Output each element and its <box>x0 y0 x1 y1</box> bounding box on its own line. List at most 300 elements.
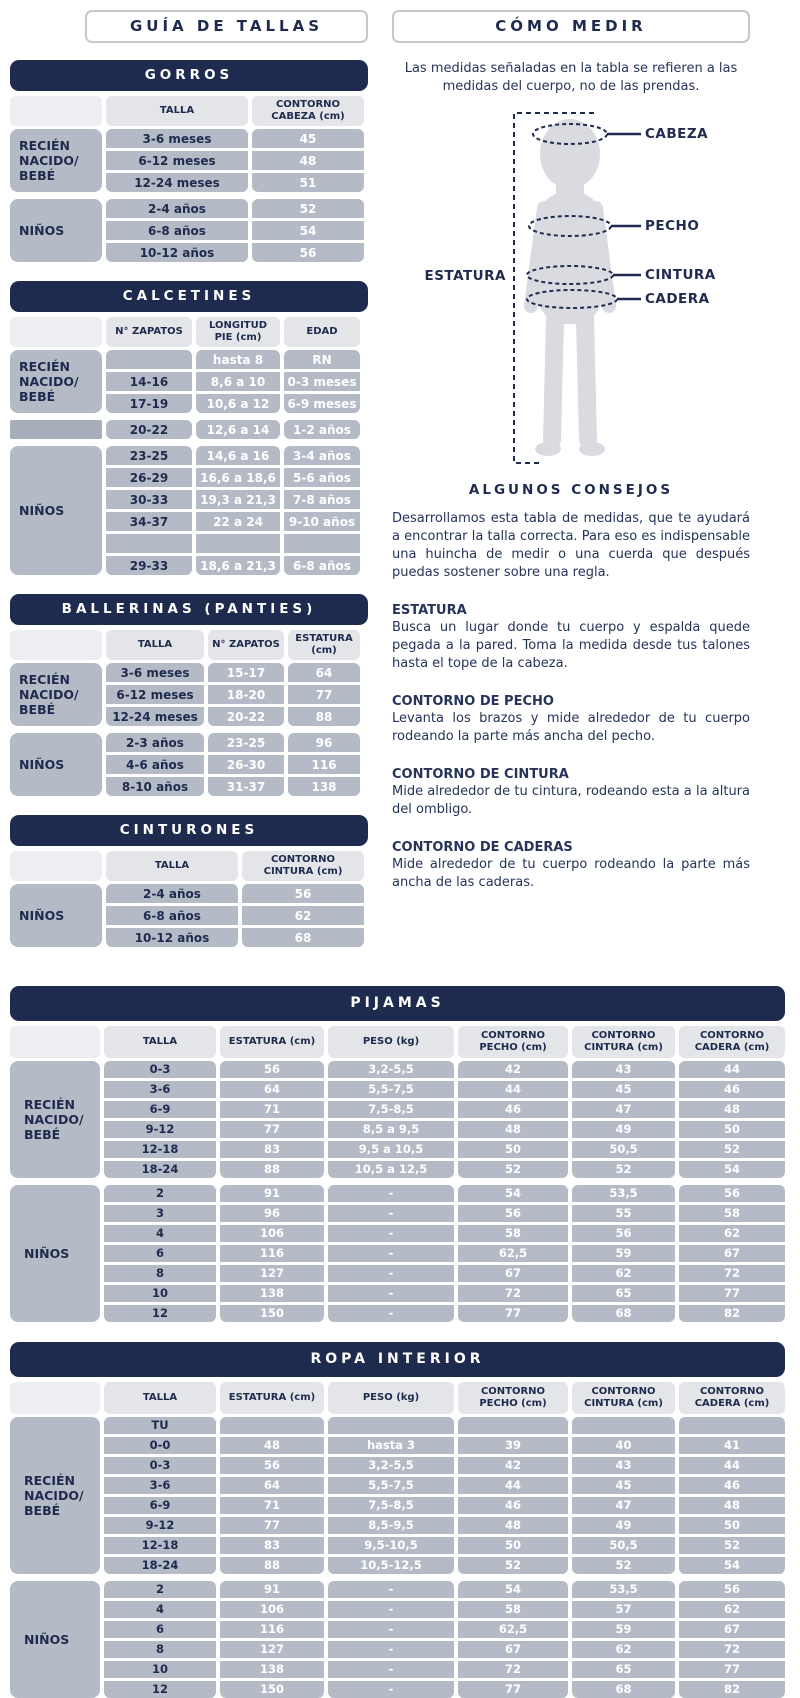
table-cell: 9-12 <box>104 1517 216 1534</box>
group-spacer <box>10 1181 785 1182</box>
table-cell: - <box>328 1205 454 1222</box>
table-cell: 88 <box>288 707 360 726</box>
table-cell: 3-6 <box>104 1477 216 1494</box>
column-header: N° ZAPATOS <box>106 317 192 347</box>
group-spacer <box>10 442 360 443</box>
table-cell: 55 <box>572 1205 675 1222</box>
body-silhouette <box>531 119 609 456</box>
table-cell: 68 <box>242 928 364 947</box>
size-tables-column <box>10 10 368 966</box>
table-cell: 3,2-5,5 <box>328 1457 454 1474</box>
ballerinas-section-header: BALLERINAS (PANTIES) <box>10 594 368 625</box>
table-cell: 72 <box>458 1285 568 1302</box>
table-cell: 77 <box>458 1305 568 1322</box>
column-header: CONTORNO PECHO (cm) <box>458 1026 568 1058</box>
group-spacer <box>10 1577 785 1578</box>
table-cell: 56 <box>572 1225 675 1242</box>
table-cell: - <box>328 1305 454 1322</box>
table-cell <box>220 1417 324 1434</box>
table-cell: 0-3 meses <box>284 372 360 391</box>
table-cell <box>572 1417 675 1434</box>
column-header: CONTORNO CADERA (cm) <box>679 1382 785 1414</box>
table-cell: 14-16 <box>106 372 192 391</box>
table-cell: 6-8 años <box>284 556 360 575</box>
tip-text: Mide alrededor de tu cintura, rodeando esta a la altura del ombligo. <box>392 783 750 817</box>
column-header: CONTORNO CABEZA (cm) <box>252 96 364 126</box>
table-cell: 10-12 años <box>106 928 238 947</box>
table-cell: 46 <box>679 1081 785 1098</box>
table-cell: 116 <box>288 755 360 774</box>
column-header: EDAD <box>284 317 360 347</box>
column-header: TALLA <box>104 1382 216 1414</box>
column-header: CONTORNO CINTURA (cm) <box>572 1026 675 1058</box>
table-cell: 48 <box>458 1517 568 1534</box>
table-cell: 23-25 <box>208 733 284 752</box>
table-cell: 96 <box>220 1205 324 1222</box>
table-cell: 52 <box>572 1557 675 1574</box>
table-cell: 10-12 años <box>106 243 248 262</box>
table-cell: 18-20 <box>208 685 284 704</box>
table-cell: 91 <box>220 1581 324 1598</box>
category-label: RECIÉN NACIDO/ BEBÉ <box>10 350 102 413</box>
table-cell: 6 <box>104 1245 216 1262</box>
table-cell: 43 <box>572 1061 675 1078</box>
table-cell: 77 <box>679 1661 785 1678</box>
table-cell: 7,5-8,5 <box>328 1101 454 1118</box>
group-spacer <box>10 729 360 730</box>
table-cell: 45 <box>572 1081 675 1098</box>
table-cell: 51 <box>252 173 364 192</box>
tip-section <box>392 840 750 892</box>
table-cell: 12-18 <box>104 1537 216 1554</box>
table-cell: 18,6 a 21,3 <box>196 556 280 575</box>
table-cell: 52 <box>252 199 364 218</box>
gorros-section-header: GORROS <box>10 60 368 91</box>
table-cell: 9,5-10,5 <box>328 1537 454 1554</box>
table-cell: TU <box>104 1417 216 1434</box>
table-cell: 31-37 <box>208 777 284 796</box>
table-cell: 67 <box>679 1245 785 1262</box>
table-cell: - <box>328 1285 454 1302</box>
corner-cell <box>10 96 102 126</box>
ballerinas-section <box>10 594 368 796</box>
tip-section <box>392 767 750 819</box>
table-cell: 20-22 <box>106 420 192 439</box>
tip-text: Busca un lugar donde tu cuerpo y espalda quede pegada a la pared. Toma la medida desde tus talones hasta el tope de la cabeza. <box>392 620 750 671</box>
table-cell: 42 <box>458 1457 568 1474</box>
cintura-label: CINTURA <box>645 267 716 284</box>
table-cell: 16,6 a 18,6 <box>196 468 280 487</box>
table-cell: 41 <box>679 1437 785 1454</box>
table-cell: 42 <box>458 1061 568 1078</box>
table-cell: 72 <box>458 1661 568 1678</box>
table-cell: 106 <box>220 1225 324 1242</box>
tip-section <box>392 603 750 673</box>
table-cell: - <box>328 1661 454 1678</box>
table-cell <box>106 534 192 553</box>
table-cell: 5-6 años <box>284 468 360 487</box>
table-cell: 50 <box>679 1121 785 1138</box>
table-cell: 18-24 <box>104 1557 216 1574</box>
table-cell: 71 <box>220 1497 324 1514</box>
table-cell: 53,5 <box>572 1185 675 1202</box>
tip-title: ESTATURA <box>392 603 467 619</box>
table-cell: 10 <box>104 1285 216 1302</box>
estatura-label: ESTATURA <box>424 268 506 285</box>
table-cell: 62,5 <box>458 1621 568 1638</box>
table-cell: 56 <box>679 1185 785 1202</box>
table-cell: 72 <box>679 1641 785 1658</box>
table-cell <box>196 534 280 553</box>
column-header: CONTORNO PECHO (cm) <box>458 1382 568 1414</box>
table-cell: 62 <box>679 1225 785 1242</box>
gorros-table <box>10 96 368 262</box>
table-cell: 49 <box>572 1121 675 1138</box>
table-cell: 62 <box>572 1641 675 1658</box>
table-cell: 71 <box>220 1101 324 1118</box>
ropa-interior-section <box>10 1342 785 1698</box>
how-to-measure-column <box>392 10 750 966</box>
table-cell: 56 <box>252 243 364 262</box>
table-cell: 8 <box>104 1641 216 1658</box>
table-cell: 138 <box>220 1285 324 1302</box>
tips-sections <box>392 603 750 891</box>
table-cell: 45 <box>572 1477 675 1494</box>
table-cell: 88 <box>220 1161 324 1178</box>
category-label: NIÑOS <box>10 1581 100 1698</box>
table-cell: 58 <box>458 1225 568 1242</box>
table-cell: 9-10 años <box>284 512 360 531</box>
table-cell: 14,6 a 16 <box>196 446 280 465</box>
table-cell: 3-6 meses <box>106 129 248 148</box>
table-cell: 58 <box>679 1205 785 1222</box>
table-cell: 83 <box>220 1537 324 1554</box>
table-cell: 3-6 <box>104 1081 216 1098</box>
table-cell: 50 <box>458 1141 568 1158</box>
table-cell: 17-19 <box>106 394 192 413</box>
body-silhouette-graphic <box>392 104 750 476</box>
table-cell: 8,5-9,5 <box>328 1517 454 1534</box>
pecho-label: PECHO <box>645 218 700 235</box>
table-cell: 10 <box>104 1661 216 1678</box>
category-label: NIÑOS <box>10 199 102 262</box>
table-cell: 47 <box>572 1101 675 1118</box>
table-cell: RN <box>284 350 360 369</box>
category-label: RECIÉN NACIDO/ BEBÉ <box>10 1417 100 1574</box>
table-cell: 62 <box>572 1265 675 1282</box>
table-cell: 48 <box>458 1121 568 1138</box>
table-cell: 62 <box>679 1601 785 1618</box>
table-cell: 10,5 a 12,5 <box>328 1161 454 1178</box>
table-cell: 22 a 24 <box>196 512 280 531</box>
cinturones-section <box>10 815 368 947</box>
table-cell: 52 <box>572 1161 675 1178</box>
measurement-diagram <box>392 104 750 476</box>
table-cell: 0-3 <box>104 1061 216 1078</box>
pijamas-table <box>10 1026 785 1322</box>
table-cell: 47 <box>572 1497 675 1514</box>
table-cell: 44 <box>679 1457 785 1474</box>
category-label: NIÑOS <box>10 733 102 796</box>
table-cell: 64 <box>220 1477 324 1494</box>
table-cell: 4 <box>104 1225 216 1242</box>
table-cell: 4 <box>104 1601 216 1618</box>
table-cell: 30-33 <box>106 490 192 509</box>
column-header: ESTATURA (cm) <box>288 630 360 660</box>
table-cell: 6-8 años <box>106 221 248 240</box>
corner-cell <box>10 630 102 660</box>
table-cell: 59 <box>572 1621 675 1638</box>
group-spacer <box>10 195 364 196</box>
table-cell: 54 <box>679 1161 785 1178</box>
cinturones-section-header: CINTURONES <box>10 815 368 846</box>
table-cell: 56 <box>458 1205 568 1222</box>
corner-cell <box>10 1382 100 1414</box>
column-header: PESO (kg) <box>328 1382 454 1414</box>
table-cell: 59 <box>572 1245 675 1262</box>
table-cell: 8,6 a 10 <box>196 372 280 391</box>
table-cell: 68 <box>572 1305 675 1322</box>
table-cell: 52 <box>458 1557 568 1574</box>
table-cell: 2-4 años <box>106 884 238 903</box>
how-to-measure-title: CÓMO MEDIR <box>392 10 750 43</box>
calcetines-table <box>10 317 368 575</box>
category-label: RECIÉN NACIDO/ BEBÉ <box>10 663 102 726</box>
table-cell: 54 <box>458 1581 568 1598</box>
table-cell: 67 <box>679 1621 785 1638</box>
table-cell: 77 <box>679 1285 785 1302</box>
table-cell: 64 <box>220 1081 324 1098</box>
table-cell: 52 <box>679 1537 785 1554</box>
table-cell: 62 <box>242 906 364 925</box>
table-cell: 2-3 años <box>106 733 204 752</box>
category-label: NIÑOS <box>10 884 102 947</box>
table-cell: 0-3 <box>104 1457 216 1474</box>
corner-cell <box>10 851 102 881</box>
table-cell: 3 <box>104 1205 216 1222</box>
table-cell: - <box>328 1225 454 1242</box>
table-cell: 127 <box>220 1641 324 1658</box>
page-title: GUÍA DE TALLAS <box>85 10 368 43</box>
table-cell: 2 <box>104 1581 216 1598</box>
table-cell: 49 <box>572 1517 675 1534</box>
table-cell: 67 <box>458 1641 568 1658</box>
column-header: TALLA <box>106 851 238 881</box>
table-cell: 18-24 <box>104 1161 216 1178</box>
cinturones-table <box>10 851 368 947</box>
table-cell: 26-29 <box>106 468 192 487</box>
table-cell: 15-17 <box>208 663 284 682</box>
table-cell: 4-6 años <box>106 755 204 774</box>
table-cell: 12 <box>104 1305 216 1322</box>
corner-cell <box>10 317 102 347</box>
column-header: PESO (kg) <box>328 1026 454 1058</box>
table-cell: 50,5 <box>572 1537 675 1554</box>
table-cell: 48 <box>220 1437 324 1454</box>
table-cell: 46 <box>458 1101 568 1118</box>
table-cell: 56 <box>220 1061 324 1078</box>
table-cell: 10,5-12,5 <box>328 1557 454 1574</box>
measure-note: Las medidas señaladas en la tabla se refieren a las medidas del cuerpo, no de las prendas. <box>404 61 738 95</box>
table-cell: 6-9 <box>104 1497 216 1514</box>
table-cell: 9,5 a 10,5 <box>328 1141 454 1158</box>
table-cell: 127 <box>220 1265 324 1282</box>
label-connectors <box>607 134 641 299</box>
tips-intro: Desarrollamos esta tabla de medidas, que te ayudará a encontrar la talla correcta. Para eso es indispensable una huincha de medir o una cuerda que después puedas sostener sobre una regla. <box>392 511 750 581</box>
category-label: RECIÉN NACIDO/ BEBÉ <box>10 1061 100 1178</box>
table-cell: 5,5-7,5 <box>328 1477 454 1494</box>
tip-text: Levanta los brazos y mide alrededor de tu cuerpo rodeando la parte más ancha del pecho. <box>392 710 750 744</box>
table-cell: 3,2-5,5 <box>328 1061 454 1078</box>
table-cell: 44 <box>458 1081 568 1098</box>
table-cell: hasta 8 <box>196 350 280 369</box>
table-cell: 7,5-8,5 <box>328 1497 454 1514</box>
table-cell: 91 <box>220 1185 324 1202</box>
table-cell <box>328 1417 454 1434</box>
table-cell: 40 <box>572 1437 675 1454</box>
ballerinas-table <box>10 630 368 796</box>
table-cell: 62,5 <box>458 1245 568 1262</box>
table-cell: 68 <box>572 1681 675 1698</box>
table-cell: 83 <box>220 1141 324 1158</box>
table-cell: 12-18 <box>104 1141 216 1158</box>
corner-cell <box>10 1026 100 1058</box>
column-header: CONTORNO CINTURA (cm) <box>572 1382 675 1414</box>
cabeza-label: CABEZA <box>645 126 709 143</box>
table-cell: 50 <box>458 1537 568 1554</box>
table-cell: 46 <box>458 1497 568 1514</box>
table-cell: 43 <box>572 1457 675 1474</box>
table-cell: 64 <box>288 663 360 682</box>
table-cell: 56 <box>679 1581 785 1598</box>
table-cell: 44 <box>679 1061 785 1078</box>
column-header: CONTORNO CINTURA (cm) <box>242 851 364 881</box>
table-cell: 20-22 <box>208 707 284 726</box>
calcetines-section <box>10 281 368 575</box>
table-cell: 12-24 meses <box>106 707 204 726</box>
table-cell: 1-2 años <box>284 420 360 439</box>
category-label: NIÑOS <box>10 446 102 575</box>
table-cell: 72 <box>679 1265 785 1282</box>
table-cell: 77 <box>220 1121 324 1138</box>
table-cell: - <box>328 1265 454 1282</box>
table-cell: 45 <box>252 129 364 148</box>
table-cell: - <box>328 1581 454 1598</box>
table-cell: 52 <box>458 1161 568 1178</box>
table-cell: 116 <box>220 1621 324 1638</box>
table-cell: 77 <box>458 1681 568 1698</box>
table-cell: 106 <box>220 1601 324 1618</box>
table-cell: 6-12 meses <box>106 151 248 170</box>
table-cell: 48 <box>679 1101 785 1118</box>
table-cell: 48 <box>679 1497 785 1514</box>
table-cell <box>284 534 360 553</box>
table-cell: 6 <box>104 1621 216 1638</box>
table-cell: 48 <box>252 151 364 170</box>
table-cell <box>679 1417 785 1434</box>
table-cell: 150 <box>220 1681 324 1698</box>
tip-title: CONTORNO DE PECHO <box>392 693 554 709</box>
table-cell: 54 <box>679 1557 785 1574</box>
column-header: N° ZAPATOS <box>208 630 284 660</box>
category-label <box>10 420 102 439</box>
table-cell: 8-10 años <box>106 777 204 796</box>
table-cell: - <box>328 1245 454 1262</box>
table-cell: 65 <box>572 1661 675 1678</box>
table-cell: 2-4 años <box>106 199 248 218</box>
table-cell: 26-30 <box>208 755 284 774</box>
table-cell: 12,6 a 14 <box>196 420 280 439</box>
table-cell: 12-24 meses <box>106 173 248 192</box>
table-cell: 29-33 <box>106 556 192 575</box>
calcetines-section-header: CALCETINES <box>10 281 368 312</box>
table-cell: 44 <box>458 1477 568 1494</box>
table-cell <box>106 350 192 369</box>
table-cell: 54 <box>252 221 364 240</box>
table-cell: 8 <box>104 1265 216 1282</box>
table-cell: 77 <box>220 1517 324 1534</box>
table-cell: 5,5-7,5 <box>328 1081 454 1098</box>
gorros-section <box>10 60 368 262</box>
table-cell: hasta 3 <box>328 1437 454 1454</box>
table-cell <box>458 1417 568 1434</box>
table-cell: 150 <box>220 1305 324 1322</box>
tip-title: CONTORNO DE CADERAS <box>392 839 573 855</box>
table-cell: 8,5 a 9,5 <box>328 1121 454 1138</box>
table-cell: 138 <box>288 777 360 796</box>
table-cell: 6-8 años <box>106 906 238 925</box>
table-cell: 56 <box>220 1457 324 1474</box>
table-cell: 96 <box>288 733 360 752</box>
tip-title: CONTORNO DE CINTURA <box>392 766 569 782</box>
column-header: TALLA <box>106 96 248 126</box>
group-spacer <box>10 416 360 417</box>
table-cell: 3-6 meses <box>106 663 204 682</box>
table-cell: 53,5 <box>572 1581 675 1598</box>
table-cell: 116 <box>220 1245 324 1262</box>
table-cell: 6-9 <box>104 1101 216 1118</box>
table-cell: - <box>328 1641 454 1658</box>
table-cell: 82 <box>679 1681 785 1698</box>
table-cell: 6-12 meses <box>106 685 204 704</box>
table-cell: - <box>328 1601 454 1618</box>
table-cell: 0-0 <box>104 1437 216 1454</box>
column-header: ESTATURA (cm) <box>220 1026 324 1058</box>
table-cell: 12 <box>104 1681 216 1698</box>
table-cell: 82 <box>679 1305 785 1322</box>
column-header: CONTORNO CADERA (cm) <box>679 1026 785 1058</box>
table-cell: 46 <box>679 1477 785 1494</box>
table-cell: 3-4 años <box>284 446 360 465</box>
pijamas-section <box>10 986 785 1322</box>
category-label: RECIÉN NACIDO/ BEBÉ <box>10 129 102 192</box>
pijamas-section-header: PIJAMAS <box>10 986 785 1021</box>
table-cell: 23-25 <box>106 446 192 465</box>
table-cell: 7-8 años <box>284 490 360 509</box>
table-cell: 88 <box>220 1557 324 1574</box>
column-header: TALLA <box>104 1026 216 1058</box>
table-cell: 58 <box>458 1601 568 1618</box>
column-header: LONGITUD PIE (cm) <box>196 317 280 347</box>
table-cell: 50,5 <box>572 1141 675 1158</box>
category-label: NIÑOS <box>10 1185 100 1322</box>
table-cell: 57 <box>572 1601 675 1618</box>
ropa-interior-section-header: ROPA INTERIOR <box>10 1342 785 1377</box>
cadera-label: CADERA <box>645 291 710 308</box>
table-cell: 52 <box>679 1141 785 1158</box>
tips-heading: ALGUNOS CONSEJOS <box>468 482 674 499</box>
table-cell: 65 <box>572 1285 675 1302</box>
